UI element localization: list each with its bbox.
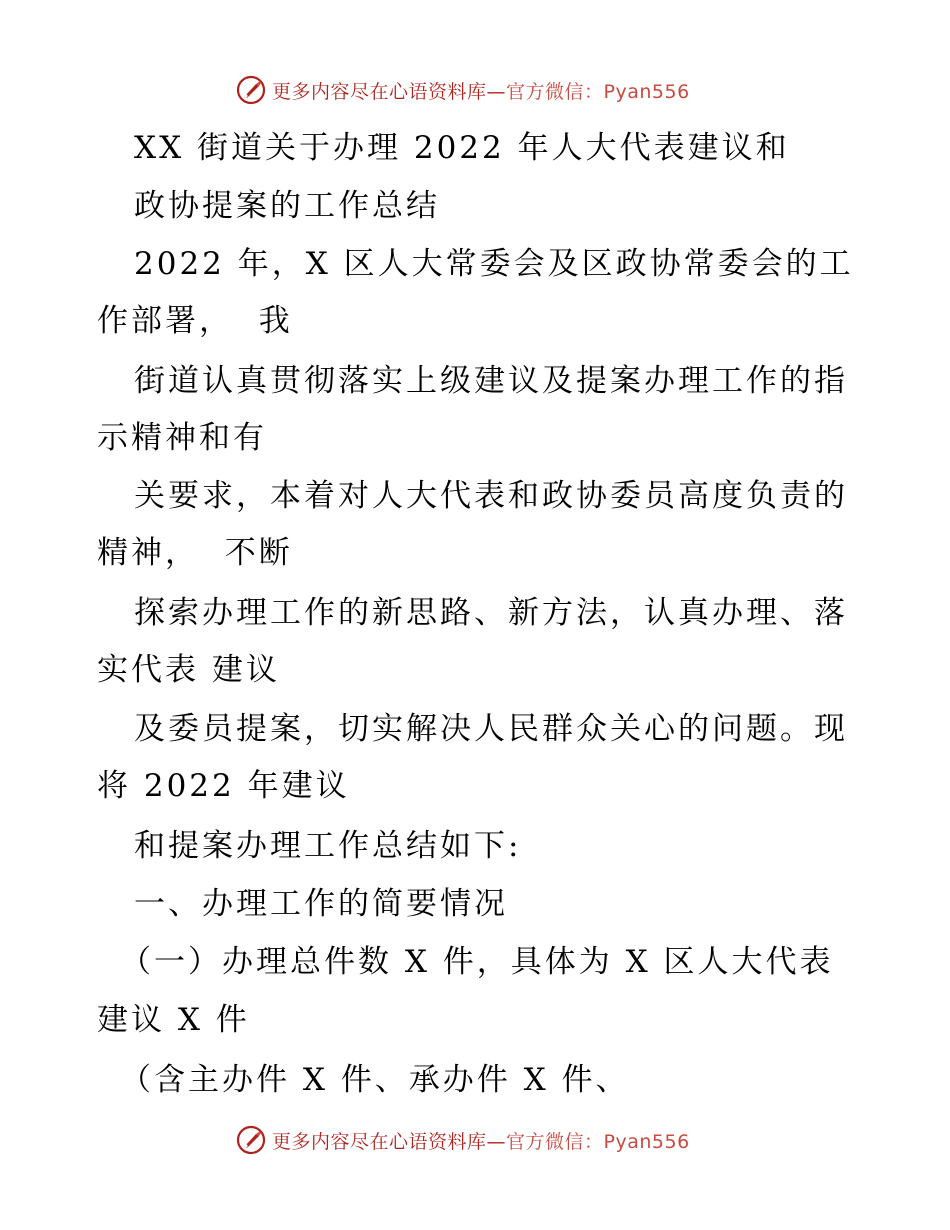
- title-line-1: XX 街道关于办理 2022 年人大代表建议和: [134, 130, 790, 166]
- watermark-text: 更多内容尽在心语资料库—官方微信：Pyan556: [272, 80, 690, 103]
- text-line: 探索办理工作的新思路、新方法，认真办理、落: [134, 595, 848, 631]
- section-heading: 一、办理工作的简要情况: [134, 886, 508, 922]
- watermark-header: [236, 72, 690, 108]
- text-line: 及委员提案，切实解决人民群众关心的问题。现: [134, 711, 848, 747]
- text-line: 街道认真贯彻落实上级建议及提案办理工作的指: [134, 363, 848, 399]
- watermark-text: 更多内容尽在心语资料库—官方微信：Pyan556: [272, 1130, 690, 1153]
- text-line: 和提案办理工作总结如下:: [134, 828, 522, 864]
- title-line-2: 政协提案的工作总结: [134, 188, 440, 224]
- text-line: （一）办理总件数 X 件，具体为 X 区人大代表: [120, 944, 834, 980]
- text-line: 示精神和有: [97, 420, 267, 456]
- quill-logo-icon: [236, 75, 266, 105]
- text-line: 实代表 建议: [97, 652, 280, 688]
- text-line: 将 2022 年建议: [97, 768, 350, 804]
- text-line: 精神， 不断: [97, 535, 293, 571]
- text-line: 关要求，本着对人大代表和政协委员高度负责的: [134, 478, 848, 514]
- text-line: 作部署， 我: [97, 303, 293, 339]
- text-line: （含主办件 X 件、承办件 X 件、: [120, 1062, 630, 1098]
- text-line: 2022 年，X 区人大常委会及区政协常委会的工: [134, 246, 854, 282]
- quill-logo-icon: [236, 1125, 266, 1155]
- text-line: 建议 X 件: [97, 1002, 250, 1038]
- watermark-footer: [236, 1122, 690, 1158]
